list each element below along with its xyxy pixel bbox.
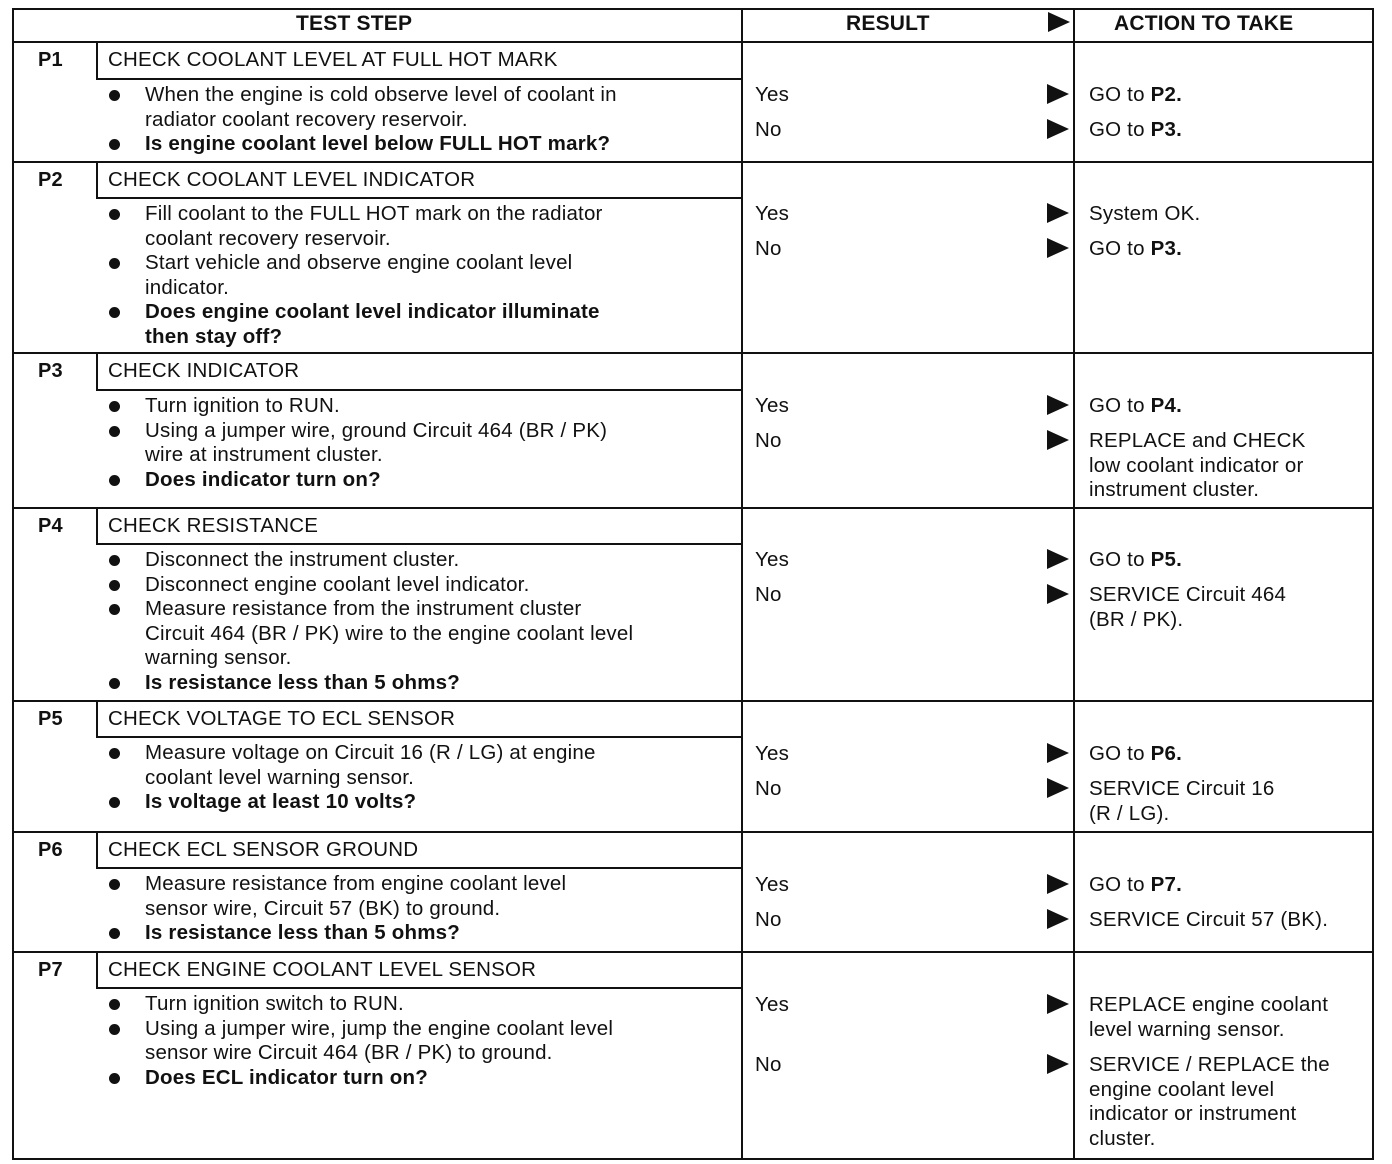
action-line (1089, 1102, 1296, 1126)
action-line (1089, 608, 1183, 632)
header-action-to-take: ACTION TO TAKE (1114, 12, 1294, 35)
action-line (1089, 742, 1182, 766)
action-line (1089, 1078, 1274, 1102)
action-line (1089, 873, 1182, 897)
header-result: RESULT (846, 12, 930, 35)
action-line (1089, 802, 1169, 826)
action-text: (R / LG). (1089, 801, 1170, 825)
result-yes-label: Yes (755, 873, 790, 896)
result-arrow-icon (1047, 874, 1069, 894)
action-line (1089, 548, 1182, 572)
bullet-icon (109, 1073, 120, 1084)
action-line (1089, 118, 1182, 142)
action-step-ref: P2. (1150, 83, 1182, 106)
step-question-line: Is engine coolant level below FULL HOT mark? (145, 132, 611, 155)
step-id-divider (96, 700, 98, 736)
step-question-line: Does engine coolant level indicator illuminate (145, 300, 600, 323)
action-text: SERVICE / REPLACE the (1089, 1053, 1330, 1076)
header-test-step: TEST STEP (296, 12, 413, 35)
step-title: CHECK ENGINE COOLANT LEVEL SENSOR (108, 958, 537, 981)
bullet-icon (109, 555, 120, 566)
action-text: SERVICE Circuit 57 (BK). (1089, 908, 1329, 931)
step-id: P1 (38, 49, 63, 71)
step-instruction-line: coolant recovery reservoir. (145, 226, 391, 250)
step-id: P3 (38, 360, 63, 382)
frame-left (12, 8, 14, 1160)
action-step-ref: P5. (1150, 548, 1182, 571)
action-text: GO to (1089, 742, 1151, 765)
action-line (1089, 583, 1286, 607)
step-question-line: Does ECL indicator turn on? (145, 1065, 428, 1089)
frame-bottom (12, 1158, 1374, 1160)
bullet-icon (109, 604, 120, 615)
action-column-divider (1073, 8, 1075, 1160)
step-separator (12, 700, 1374, 702)
step-instruction-line: Measure voltage on Circuit 16 (R / LG) at engine (145, 741, 596, 764)
step-id-divider (96, 352, 98, 389)
step-separator (12, 831, 1374, 833)
action-text: (BR / PK). (1089, 607, 1184, 631)
action-step-ref: P3. (1150, 237, 1182, 260)
bullet-icon (109, 401, 120, 412)
action-line (1089, 394, 1182, 418)
action-text: indicator or instrument (1089, 1102, 1297, 1125)
bullet-icon (109, 748, 120, 759)
action-text: SERVICE Circuit 464 (1089, 583, 1287, 606)
action-text: REPLACE engine coolant (1089, 993, 1329, 1016)
result-no-label: No (755, 429, 782, 452)
action-text: GO to (1089, 873, 1151, 896)
step-separator (12, 352, 1374, 354)
action-step-ref: P6. (1150, 742, 1182, 765)
result-arrow-icon (1047, 238, 1069, 258)
action-line (1089, 478, 1259, 502)
step-title: CHECK ECL SENSOR GROUND (108, 838, 419, 861)
result-arrow-icon (1047, 743, 1069, 763)
step-separator (12, 507, 1374, 509)
action-line (1089, 1053, 1330, 1077)
result-no-label: No (755, 1053, 782, 1076)
result-yes-label: Yes (755, 394, 790, 417)
action-text: GO to (1089, 118, 1151, 141)
header-arrow-icon (1048, 12, 1070, 32)
action-text: GO to (1089, 548, 1151, 571)
result-arrow-icon (1047, 119, 1069, 139)
action-line (1089, 993, 1328, 1017)
step-separator (12, 41, 1374, 43)
step-id: P2 (38, 169, 63, 191)
bullet-icon (109, 426, 120, 437)
result-yes-label: Yes (755, 548, 790, 571)
step-title-underline (96, 543, 741, 545)
action-line (1089, 1018, 1285, 1042)
step-title-underline (96, 987, 741, 989)
result-arrow-icon (1047, 909, 1069, 929)
action-text: System OK. (1089, 202, 1201, 225)
step-question-line: Is resistance less than 5 ohms? (145, 670, 460, 694)
result-no-label: No (755, 777, 782, 800)
result-no-label: No (755, 118, 782, 141)
bullet-icon (109, 797, 120, 808)
step-instruction-line: Turn ignition to RUN. (145, 394, 340, 417)
action-line (1089, 1127, 1156, 1151)
action-text: engine coolant level (1089, 1077, 1275, 1101)
step-id-divider (96, 831, 98, 867)
action-line (1089, 908, 1328, 932)
step-question-line: Is voltage at least 10 volts? (145, 790, 417, 813)
step-instruction-line: Using a jumper wire, ground Circuit 464 (BR / PK) (145, 418, 608, 442)
step-title-underline (96, 867, 741, 869)
step-question-line: Does indicator turn on? (145, 467, 381, 491)
result-arrow-icon (1047, 84, 1069, 104)
result-no-label: No (755, 583, 782, 606)
step-instruction-line: coolant level warning sensor. (145, 765, 415, 789)
step-id-divider (96, 507, 98, 543)
step-id: P4 (38, 515, 63, 537)
bullet-icon (109, 139, 120, 150)
bullet-icon (109, 90, 120, 101)
bullet-icon (109, 580, 120, 591)
result-arrow-icon (1047, 994, 1069, 1014)
bullet-icon (109, 1024, 120, 1035)
step-question-line: then stay off? (145, 324, 283, 348)
action-line (1089, 429, 1305, 453)
step-instruction-line: Disconnect the instrument cluster. (145, 548, 460, 571)
step-instruction-line: wire at instrument cluster. (145, 443, 383, 466)
step-instruction-line: Fill coolant to the FULL HOT mark on the radiator (145, 202, 603, 225)
step-title: CHECK COOLANT LEVEL INDICATOR (108, 168, 476, 191)
step-separator (12, 161, 1374, 163)
result-arrow-icon (1047, 430, 1069, 450)
bullet-icon (109, 258, 120, 269)
bullet-icon (109, 307, 120, 318)
step-instruction-line: radiator coolant recovery reservoir. (145, 107, 468, 131)
step-instruction-line: Measure resistance from engine coolant level (145, 872, 567, 895)
result-arrow-icon (1047, 203, 1069, 223)
action-line (1089, 777, 1275, 801)
action-text: low coolant indicator or (1089, 453, 1304, 477)
result-arrow-icon (1047, 584, 1069, 604)
step-title-underline (96, 197, 741, 199)
result-column-divider (741, 8, 743, 1160)
step-id-divider (96, 951, 98, 987)
bullet-icon (109, 879, 120, 890)
action-step-ref: P7. (1150, 873, 1182, 896)
step-id: P5 (38, 708, 63, 730)
result-no-label: No (755, 237, 782, 260)
bullet-icon (109, 475, 120, 486)
action-text: GO to (1089, 237, 1151, 260)
action-text: GO to (1089, 83, 1151, 106)
result-yes-label: Yes (755, 742, 790, 765)
step-id-divider (96, 161, 98, 197)
step-instruction-line: Using a jumper wire, jump the engine coolant level (145, 1016, 614, 1040)
step-instruction-line: Measure resistance from the instrument cluster (145, 597, 582, 620)
result-arrow-icon (1047, 395, 1069, 415)
result-arrow-icon (1047, 1054, 1069, 1074)
step-instruction-line: Circuit 464 (BR / PK) wire to the engine coolant level (145, 621, 634, 645)
step-id-divider (96, 41, 98, 78)
action-line (1089, 83, 1182, 107)
bullet-icon (109, 209, 120, 220)
bullet-icon (109, 678, 120, 689)
action-text: REPLACE and CHECK (1089, 429, 1306, 452)
result-arrow-icon (1047, 778, 1069, 798)
action-line (1089, 202, 1200, 226)
step-id: P7 (38, 959, 63, 981)
action-text: SERVICE Circuit 16 (1089, 777, 1275, 800)
result-yes-label: Yes (755, 202, 790, 225)
bullet-icon (109, 999, 120, 1010)
action-line (1089, 237, 1182, 261)
step-title-underline (96, 736, 741, 738)
step-id: P6 (38, 839, 63, 861)
action-text: GO to (1089, 394, 1151, 417)
step-instruction-line: sensor wire Circuit 464 (BR / PK) to ground. (145, 1041, 553, 1064)
action-text: cluster. (1089, 1126, 1156, 1150)
frame-right (1372, 8, 1374, 1160)
step-instruction-line: indicator. (145, 275, 230, 299)
action-step-ref: P3. (1150, 118, 1182, 141)
result-no-label: No (755, 908, 782, 931)
step-title: CHECK RESISTANCE (108, 514, 319, 537)
step-title: CHECK COOLANT LEVEL AT FULL HOT MARK (108, 48, 558, 71)
step-title-underline (96, 389, 741, 391)
action-text: level warning sensor. (1089, 1017, 1285, 1041)
step-instruction-line: Turn ignition switch to RUN. (145, 992, 404, 1015)
step-title-underline (96, 78, 741, 80)
step-instruction-line: Disconnect engine coolant level indicator. (145, 572, 530, 596)
step-instruction-line: warning sensor. (145, 646, 292, 669)
step-separator (12, 951, 1374, 953)
result-yes-label: Yes (755, 993, 790, 1016)
bullet-icon (109, 928, 120, 939)
action-text: instrument cluster. (1089, 478, 1260, 501)
action-line (1089, 454, 1303, 478)
action-step-ref: P4. (1150, 394, 1182, 417)
step-instruction-line: Start vehicle and observe engine coolant level (145, 251, 573, 274)
result-yes-label: Yes (755, 83, 790, 106)
step-instruction-line: When the engine is cold observe level of coolant in (145, 83, 617, 106)
frame-top (12, 8, 1374, 10)
step-title: CHECK INDICATOR (108, 359, 300, 382)
step-title: CHECK VOLTAGE TO ECL SENSOR (108, 707, 456, 730)
result-arrow-icon (1047, 549, 1069, 569)
step-instruction-line: sensor wire, Circuit 57 (BK) to ground. (145, 896, 501, 920)
step-question-line: Is resistance less than 5 ohms? (145, 921, 460, 944)
